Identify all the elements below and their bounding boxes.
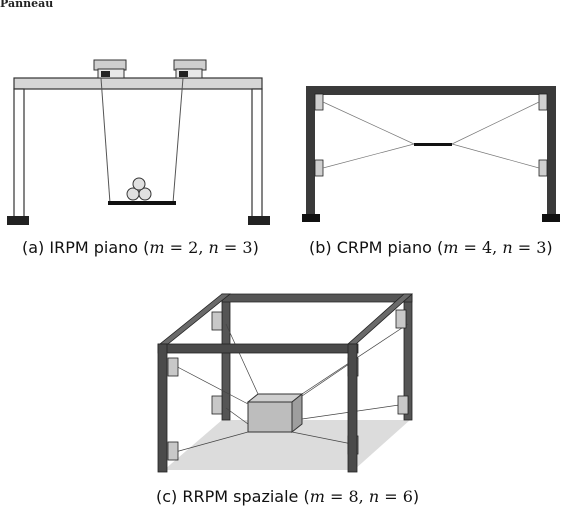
beam — [14, 78, 262, 89]
motors — [315, 94, 547, 176]
figure-c-rrpm — [150, 284, 420, 480]
right-foot — [542, 214, 560, 222]
right-column — [547, 86, 556, 216]
cables — [323, 102, 539, 168]
figure-a-irpm — [0, 50, 280, 235]
cable-left — [101, 78, 110, 203]
right-foot — [248, 216, 270, 225]
left-foot — [7, 216, 29, 225]
winch-left — [94, 60, 126, 78]
platform — [108, 201, 176, 205]
winch-right — [174, 60, 206, 78]
caption-b: (b) CRPM piano (m = 4, n = 3) — [309, 238, 553, 257]
box — [248, 394, 302, 432]
top-beam — [306, 86, 556, 95]
header-fragment: Panneau — [0, 0, 54, 8]
left-foot — [302, 214, 320, 222]
left-column — [306, 86, 315, 216]
left-column — [14, 89, 24, 217]
load — [127, 178, 151, 200]
cable-right — [173, 78, 183, 203]
caption-a: (a) IRPM piano (m = 2, n = 3) — [22, 238, 259, 257]
platform — [414, 143, 452, 146]
figure-b-crpm — [296, 80, 566, 230]
caption-c: (c) RRPM spaziale (m = 8, n = 6) — [156, 487, 420, 506]
right-column — [252, 89, 262, 217]
